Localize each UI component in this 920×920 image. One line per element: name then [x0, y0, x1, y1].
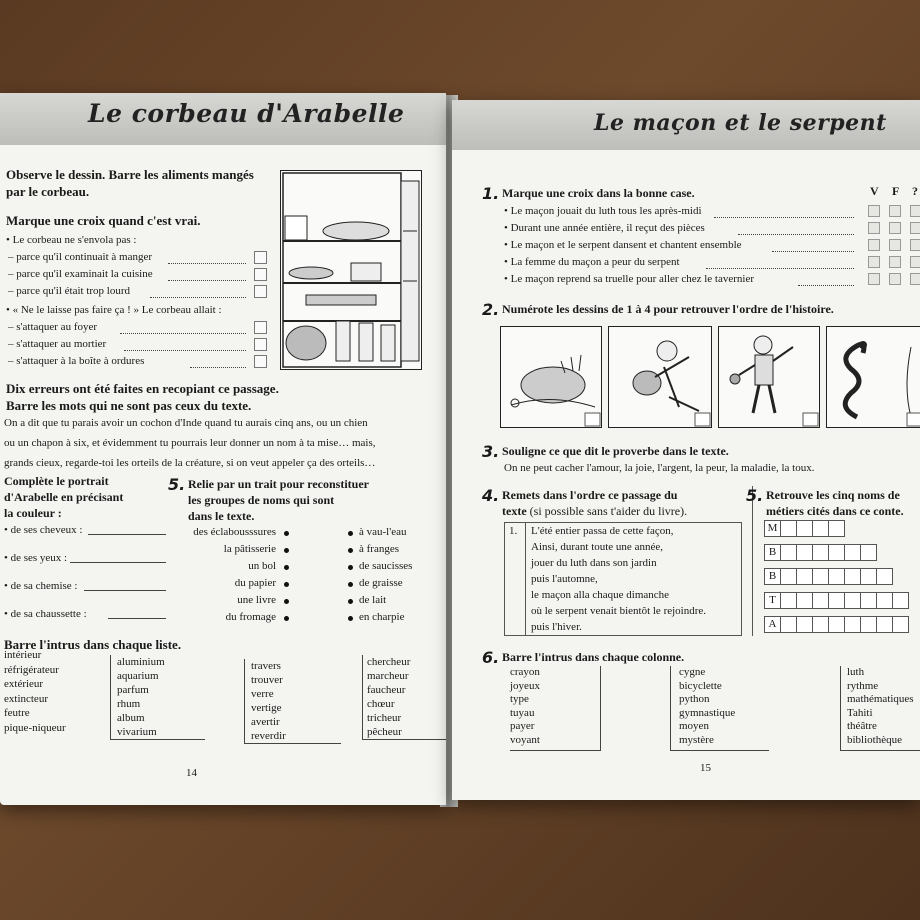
letter-cell[interactable]	[860, 616, 877, 633]
letter-cell[interactable]	[780, 616, 797, 633]
letter-cell	[764, 592, 781, 609]
letter-cell[interactable]	[860, 568, 877, 585]
intrus-word[interactable]: reverdir	[251, 730, 286, 742]
portrait-item: • de sa chaussette :	[4, 608, 87, 620]
intrus-column	[4, 648, 104, 735]
intrus-word[interactable]: tricheur	[367, 712, 402, 724]
link-dot[interactable]	[284, 565, 289, 570]
intrus-column	[840, 666, 920, 751]
relie-heading: Relie par un trait pour reconstituer	[188, 477, 369, 491]
intrus-word[interactable]: tuyau	[510, 706, 535, 719]
column-label: V	[870, 184, 879, 198]
intro-line: par le corbeau.	[6, 184, 90, 199]
reorder-line: Ainsi, durant toute une année,	[531, 541, 663, 553]
q1-item: • Durant une année entière, il reçut des pièces	[504, 222, 705, 234]
relie-heading: dans le texte.	[188, 509, 255, 523]
intrus-word[interactable]: aquarium	[117, 670, 159, 682]
link-dot[interactable]	[348, 548, 353, 553]
intrus-word[interactable]: album	[117, 712, 145, 724]
letter-cell[interactable]	[812, 616, 829, 633]
false-checkbox[interactable]	[889, 256, 901, 268]
truth-item: – parce qu'il était trop lourd	[8, 285, 131, 297]
errors-text-line: On a dit que tu parais avoir un cochon d'Inde quand tu aurais cinq ans, ou un chien	[4, 417, 368, 429]
letter-cell[interactable]	[828, 568, 845, 585]
q2-heading: Numérote les dessins de 1 à 4 pour retrouver l'ordre de l'histoire.	[502, 302, 834, 316]
intrus-heading: Barre l'intrus dans chaque liste.	[4, 637, 182, 652]
letter-cell	[764, 616, 781, 633]
reorder-table	[504, 522, 742, 636]
letter-cell[interactable]	[876, 616, 893, 633]
intrus-word[interactable]: parfum	[117, 684, 149, 696]
letter-cell-text: M	[767, 522, 778, 534]
link-dot[interactable]	[284, 531, 289, 536]
truth-item: – s'attaquer au mortier	[8, 338, 107, 350]
letter-cell[interactable]	[828, 544, 845, 561]
letter-cell[interactable]	[780, 568, 797, 585]
letter-cell-text: B	[768, 570, 777, 582]
errors-text-line: grands cieux, regarde-toi les orteils de la créature, si on veut appeler ça des orteils…	[4, 457, 376, 469]
truth-question: • « Ne le laisse pas faire ça ! » Le corbeau allait :	[6, 304, 222, 316]
unknown-checkbox[interactable]	[910, 273, 920, 285]
letter-cell[interactable]	[780, 520, 797, 537]
question-number: 5.	[746, 486, 764, 505]
intrus-word[interactable]: faucheur	[367, 684, 406, 696]
true-checkbox[interactable]	[868, 256, 880, 268]
dotted-line	[738, 234, 854, 235]
relie-right-item: de lait	[359, 594, 387, 606]
dotted-line	[190, 367, 246, 368]
false-checkbox[interactable]	[889, 273, 901, 285]
answer-line[interactable]	[108, 618, 166, 619]
intrus-word[interactable]: gymnastique	[679, 706, 736, 719]
checkbox[interactable]	[254, 285, 267, 298]
link-dot[interactable]	[348, 531, 353, 536]
letter-cell[interactable]	[828, 520, 845, 537]
q4-heading-note: (si possible sans t'aider du livre).	[526, 504, 688, 518]
checkbox[interactable]	[254, 338, 267, 351]
q1-item: • Le maçon et le serpent dansent et chantent ensemble	[504, 239, 742, 251]
question-number: 4.	[482, 486, 500, 505]
relie-right-item: à vau-l'eau	[359, 526, 407, 538]
relie-right-item: à franges	[359, 543, 400, 555]
relie-left-item: des éclabousssures	[193, 526, 276, 538]
dotted-line	[714, 217, 854, 218]
intrus-word[interactable]: travers	[251, 660, 281, 672]
reorder-line: le maçon alla chaque dimanche	[531, 589, 670, 601]
intrus-word[interactable]: chœur	[367, 698, 395, 710]
intrus-word[interactable]: chercheur	[367, 656, 411, 668]
dotted-line	[124, 350, 246, 351]
dotted-line	[772, 251, 854, 252]
q4-heading-strong: texte	[502, 504, 527, 518]
letter-cell[interactable]	[812, 592, 829, 609]
dotted-line	[150, 297, 246, 298]
letter-cell[interactable]	[812, 520, 829, 537]
letter-cell[interactable]	[812, 568, 829, 585]
intrus-word[interactable]: python	[679, 693, 710, 705]
letter-cell[interactable]	[796, 520, 813, 537]
column-label: F	[892, 184, 900, 198]
truth-item: – parce qu'il continuait à manger	[8, 251, 153, 263]
false-checkbox[interactable]	[889, 205, 901, 217]
reorder-line: L'été entier passa de cette façon,	[531, 525, 674, 537]
q5-heading: Retrouve les cinq noms de	[766, 488, 900, 502]
intrus-word[interactable]: mathématiques	[847, 693, 914, 705]
reorder-line: où le serpent venait bientôt le rejoindre.	[531, 605, 707, 617]
q1-item: • Le maçon reprend sa truelle pour aller chez le tavernier	[504, 273, 754, 285]
unknown-checkbox[interactable]	[910, 205, 920, 217]
checkbox[interactable]	[254, 355, 267, 368]
story-picture[interactable]	[826, 326, 920, 428]
story-picture[interactable]	[718, 326, 820, 428]
portrait-heading: la couleur :	[4, 506, 62, 520]
letter-cell[interactable]	[780, 592, 797, 609]
intrus-column	[110, 655, 205, 740]
relie-heading: les groupes de noms qui sont	[188, 493, 335, 507]
intrus-word[interactable]: rhum	[117, 698, 141, 710]
letter-cell-text: A	[768, 618, 777, 630]
relie-right-item: de graisse	[359, 577, 403, 589]
intrus-word[interactable]: bicyclette	[679, 679, 722, 692]
story-picture[interactable]	[500, 326, 602, 428]
reorder-line: puis l'automne,	[531, 573, 598, 585]
link-dot[interactable]	[348, 599, 353, 604]
letter-cell[interactable]	[828, 592, 845, 609]
page-number: 14	[186, 767, 197, 779]
letter-cell[interactable]	[876, 568, 893, 585]
letter-cell[interactable]	[780, 544, 797, 561]
truth-item: – s'attaquer au foyer	[8, 321, 98, 333]
relie-left-item: du fromage	[225, 611, 276, 623]
letter-cell-text: T	[769, 594, 776, 606]
intrus-word[interactable]: feutre	[4, 707, 30, 719]
letter-cell[interactable]	[844, 616, 861, 633]
intrus-word[interactable]: aluminium	[117, 656, 165, 668]
intrus-word[interactable]: théâtre	[847, 720, 877, 732]
fridge-illustration	[280, 170, 422, 370]
link-dot[interactable]	[284, 548, 289, 553]
q1-item: • La femme du maçon a peur du serpent	[504, 256, 680, 268]
truth-item: – parce qu'il examinait la cuisine	[8, 268, 153, 280]
intrus-column	[510, 666, 601, 751]
intrus-word[interactable]: extérieur	[4, 678, 44, 690]
page-right	[452, 100, 920, 800]
truth-item: – s'attaquer à la boîte à ordures	[8, 355, 145, 367]
letter-cell[interactable]	[876, 592, 893, 609]
intrus-word[interactable]: bibliothèque	[847, 733, 902, 746]
q5-heading: métiers cités dans ce conte.	[766, 504, 904, 518]
question-number: 1.	[482, 184, 500, 203]
portrait-heading: Complète le portrait	[4, 474, 109, 488]
portrait-item: • de ses cheveux :	[4, 524, 83, 536]
portrait-item: • de sa chemise :	[4, 580, 78, 592]
q1-item: • Le maçon jouait du luth tous les après-midi	[504, 205, 702, 217]
relie-left-item: du papier	[234, 577, 276, 589]
link-dot[interactable]	[284, 582, 289, 587]
q3-heading: Souligne ce que dit le proverbe dans le texte.	[502, 444, 729, 458]
intrus-word[interactable]: vertige	[251, 702, 282, 714]
question-number: 5.	[168, 475, 186, 494]
intrus-word[interactable]: verre	[251, 688, 274, 700]
letter-cell[interactable]	[860, 592, 877, 609]
intrus-column	[362, 655, 446, 740]
table-divider	[525, 523, 526, 635]
letter-cell[interactable]	[844, 568, 861, 585]
link-dot[interactable]	[348, 616, 353, 621]
q4-heading	[502, 504, 687, 519]
page-left	[0, 93, 446, 805]
relie-left-item: un bol	[248, 560, 276, 572]
letter-cell	[764, 520, 781, 537]
answer-line[interactable]	[84, 590, 166, 591]
unknown-checkbox[interactable]	[910, 222, 920, 234]
intrus-word[interactable]: Tahiti	[847, 706, 873, 719]
q4-heading: Remets dans l'ordre ce passage du	[502, 488, 678, 502]
letter-cell	[764, 544, 781, 561]
page-number: 15	[700, 762, 711, 774]
errors-text-line: ou un chapon à six, et évidemment tu pourrais leur donner un nom à ta mise… mais,	[4, 437, 376, 449]
intrus-word[interactable]: mystère	[679, 733, 714, 746]
letter-cell[interactable]	[812, 544, 829, 561]
unknown-checkbox[interactable]	[910, 256, 920, 268]
link-dot[interactable]	[348, 565, 353, 570]
question-number: 6.	[482, 648, 500, 667]
link-dot[interactable]	[284, 616, 289, 621]
letter-cell[interactable]	[860, 544, 877, 561]
reorder-line: jouer du luth dans son jardin	[531, 557, 657, 569]
true-checkbox[interactable]	[868, 239, 880, 251]
letter-cell	[764, 568, 781, 585]
letter-cell[interactable]	[796, 592, 813, 609]
intrus-word[interactable]: joyeux	[510, 679, 540, 692]
dotted-line	[706, 268, 854, 269]
intrus-word[interactable]: vivarium	[117, 726, 157, 738]
portrait-heading: d'Arabelle en précisant	[4, 490, 124, 504]
letter-cell[interactable]	[844, 592, 861, 609]
intrus-word[interactable]: moyen	[679, 720, 709, 732]
intrus-word[interactable]: luth	[847, 666, 865, 678]
true-checkbox[interactable]	[868, 205, 880, 217]
intrus-word[interactable]: pique-niqueur	[4, 721, 66, 734]
relie-left-item: la pâtisserie	[223, 543, 276, 555]
link-dot[interactable]	[348, 582, 353, 587]
story-picture[interactable]	[608, 326, 712, 428]
intrus-word[interactable]: cygne	[679, 666, 706, 678]
intrus-word[interactable]: extincteur	[4, 692, 48, 705]
intrus-word[interactable]: crayon	[510, 666, 540, 678]
column-label: ?	[912, 184, 918, 198]
column-divider	[752, 486, 753, 636]
errors-heading: Barre les mots qui ne sont pas ceux du texte.	[6, 398, 252, 413]
relie-right-item: de saucisses	[359, 560, 413, 572]
intrus-word[interactable]: marcheur	[367, 670, 409, 682]
false-checkbox[interactable]	[889, 222, 901, 234]
truth-heading: Marque une croix quand c'est vrai.	[6, 213, 201, 228]
intrus-word[interactable]: voyant	[510, 733, 540, 746]
true-checkbox[interactable]	[868, 222, 880, 234]
intrus-word[interactable]: trouver	[251, 674, 283, 686]
intrus-column	[244, 659, 341, 744]
letter-cell[interactable]	[796, 544, 813, 561]
dotted-line	[168, 263, 246, 264]
q6-heading: Barre l'intrus dans chaque colonne.	[502, 650, 685, 664]
intrus-word[interactable]: payer	[510, 720, 535, 732]
question-number: 3.	[482, 442, 500, 461]
answer-line[interactable]	[88, 534, 166, 535]
checkbox[interactable]	[254, 321, 267, 334]
letter-cell[interactable]	[892, 616, 909, 633]
dotted-line	[168, 280, 246, 281]
letter-cell[interactable]	[844, 544, 861, 561]
intrus-column	[670, 666, 769, 751]
portrait-item: • de ses yeux :	[4, 552, 68, 564]
false-checkbox[interactable]	[889, 239, 901, 251]
question-number: 2.	[482, 300, 500, 319]
intrus-word[interactable]: avertir	[251, 716, 280, 728]
letter-cell-text: B	[768, 546, 777, 558]
intro-line: Observe le dessin. Barre les aliments mangés	[6, 167, 254, 182]
letter-cell[interactable]	[796, 568, 813, 585]
intrus-word[interactable]: réfrigérateur	[4, 663, 59, 676]
letter-cell[interactable]	[828, 616, 845, 633]
dotted-line	[120, 333, 246, 334]
dotted-line	[798, 285, 854, 286]
intrus-word[interactable]: pêcheur	[367, 726, 402, 738]
reorder-line: puis l'hiver.	[531, 621, 582, 633]
link-dot[interactable]	[284, 599, 289, 604]
errors-heading: Dix erreurs ont été faites en recopiant ce passage.	[6, 381, 279, 396]
page-title: Le corbeau d'Arabelle	[88, 99, 405, 128]
relie-left-item: une livre	[237, 594, 276, 606]
proverb-text[interactable]: On ne peut cacher l'amour, la joie, l'argent, la peur, la maladie, la toux.	[504, 462, 815, 474]
intrus-word[interactable]: intérieur	[4, 649, 42, 661]
true-checkbox[interactable]	[868, 273, 880, 285]
truth-question: • Le corbeau ne s'envola pas :	[6, 234, 137, 246]
answer-line[interactable]	[70, 562, 166, 563]
checkbox[interactable]	[254, 251, 267, 264]
checkbox[interactable]	[254, 268, 267, 281]
intrus-word[interactable]: type	[510, 693, 529, 705]
letter-cell[interactable]	[892, 592, 909, 609]
unknown-checkbox[interactable]	[910, 239, 920, 251]
relie-right-item: en charpie	[359, 611, 405, 623]
order-number[interactable]: 1.	[509, 525, 518, 537]
letter-cell[interactable]	[796, 616, 813, 633]
q1-heading: Marque une croix dans la bonne case.	[502, 186, 695, 200]
intrus-word[interactable]: rythme	[847, 679, 879, 692]
page-title: Le maçon et le serpent	[594, 110, 887, 136]
